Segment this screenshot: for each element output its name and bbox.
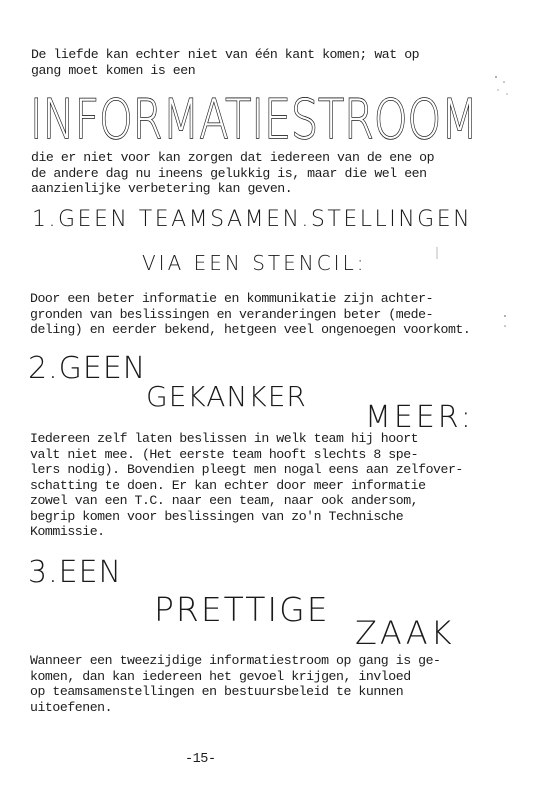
text-line: Wanneer een tweezijdige informatiestroom op gang is ge- bbox=[30, 653, 441, 668]
paragraph-1 bbox=[31, 150, 434, 197]
margin-speck bbox=[502, 312, 508, 330]
heading-2-word-2: MEER: bbox=[365, 400, 474, 435]
text-line: de andere dag nu ineens gelukkig is, maar die wel een bbox=[31, 165, 427, 181]
text-line: die er niet voor kan zorgen dat iedereen van de ene op bbox=[31, 150, 435, 165]
heading-3-number: 3.EEN bbox=[28, 555, 122, 590]
heading-1-line-2: VIA EEN STENCIL: bbox=[142, 251, 367, 275]
text-line: schatting te doen. Er kan echter door meer informatie bbox=[30, 477, 426, 493]
heading-2-word-1: GEKANKER bbox=[146, 380, 307, 413]
heading-3-word-1: PRETTIGE bbox=[154, 590, 330, 629]
paragraph-2 bbox=[30, 291, 470, 338]
banner-text: INFORMATIESTROOM bbox=[30, 88, 478, 151]
heading-1-line-1: 1.GEEN TEAMSAMEN.STELLINGEN bbox=[32, 207, 473, 232]
text-line: De liefde kan echter niet van één kant komen; wat op bbox=[31, 47, 420, 62]
margin-speck bbox=[434, 246, 440, 260]
heading-2-number: 2.GEEN bbox=[28, 351, 147, 386]
text-line: Kommissie. bbox=[30, 524, 105, 539]
paragraph-4 bbox=[30, 653, 441, 715]
text-line: Iedereen zelf laten beslissen in welk team hij hoort bbox=[30, 431, 419, 446]
text-line: deling) en eerder bekend, hetgeen veel ongenoegen voorkomt. bbox=[30, 322, 471, 337]
text-line: Door een beter informatie en kommunikatie zijn achter- bbox=[30, 291, 434, 306]
text-line: komen, dan kan iedereen het gevoel krijgen, invloed bbox=[30, 668, 411, 684]
text-line: uitoefenen. bbox=[30, 699, 113, 715]
margin-speck bbox=[492, 73, 510, 97]
text-line: op teamsamenstellingen en bestuursbeleid te kunnen bbox=[30, 684, 404, 699]
page-number: -15- bbox=[185, 752, 216, 767]
text-line: valt niet mee. (Het eerste team hooft slechts 8 spe- bbox=[30, 446, 419, 462]
text-line: aanzienlijke verbetering kan geven. bbox=[31, 181, 293, 196]
text-line: zowel van een T.C. naar een team, naar ook andersom, bbox=[30, 493, 419, 508]
text-line: begrip komen voor beslissingen van zo'n Technische bbox=[30, 508, 404, 524]
text-line: gang moet komen is een bbox=[31, 62, 196, 78]
text-line: lers nodig). Bovendien pleegt men nogal eens aan zelfover- bbox=[30, 462, 463, 477]
heading-3-word-2: ZAAK bbox=[355, 614, 455, 652]
paragraph-3 bbox=[30, 431, 463, 540]
intro-paragraph bbox=[31, 47, 419, 78]
text-line: gronden van beslissingen en veranderingen beter (mede- bbox=[30, 306, 434, 322]
informatiestroom-banner bbox=[28, 84, 480, 151]
